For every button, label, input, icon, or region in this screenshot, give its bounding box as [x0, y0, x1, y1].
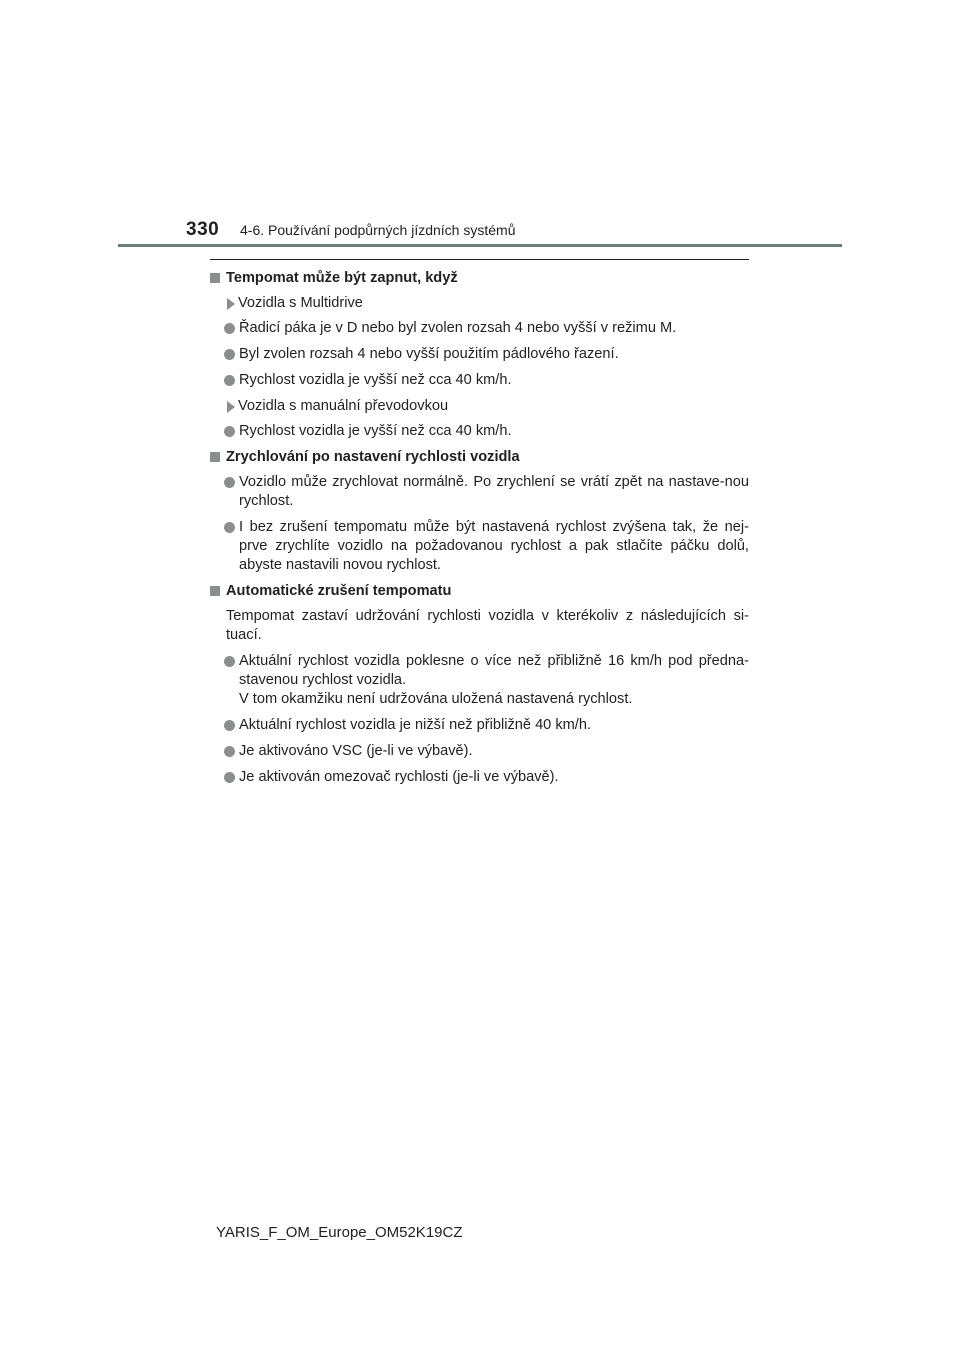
list-item-text: Aktuální rychlost vozidla poklesne o více než přibližně 16 km/h pod předna-stavenou rychlost vozidla.	[239, 653, 749, 688]
circle-bullet-icon	[224, 375, 235, 386]
list-item-text: Aktuální rychlost vozidla je nižší než přibližně 40 km/h.	[239, 717, 592, 733]
circle-bullet-icon	[224, 522, 235, 533]
sub-heading-text: Vozidla s Multidrive	[238, 295, 363, 311]
square-bullet-icon	[210, 273, 220, 283]
section-divider	[210, 259, 749, 260]
square-bullet-icon	[210, 586, 220, 596]
circle-bullet-icon	[224, 720, 235, 731]
heading-text: Zrychlování po nastavení rychlosti vozidla	[226, 449, 520, 465]
document-code: YARIS_F_OM_Europe_OM52K19CZ	[216, 1224, 463, 1241]
circle-bullet-icon	[224, 746, 235, 757]
list-item	[210, 652, 749, 709]
list-item	[210, 345, 749, 364]
list-item	[210, 742, 749, 761]
square-bullet-icon	[210, 452, 220, 462]
list-item-text: Rychlost vozidla je vyšší než cca 40 km/h.	[239, 372, 512, 388]
list-item-text: Byl zvolen rozsah 4 nebo vyšší použitím pádlového řazení.	[239, 346, 619, 362]
circle-bullet-icon	[224, 656, 235, 667]
list-item	[210, 768, 749, 787]
section-heading-auto-cancel	[210, 582, 749, 601]
list-item-text: Je aktivováno VSC (je-li ve výbavě).	[239, 743, 473, 759]
list-item-text: I bez zrušení tempomatu může být nastavená rychlost zvýšena tak, že nej-prve zrychlíte vozidlo na požadovanou rychlost a pak stlačíte páčku dolů, abyste nastavili novou rychlost.	[239, 519, 749, 573]
list-item-text: Vozidlo může zrychlovat normálně. Po zrychlení se vrátí zpět na nastave-nou rychlost.	[239, 474, 749, 509]
section-heading-cruise-enable	[210, 269, 749, 288]
heading-text: Tempomat může být zapnut, když	[226, 270, 458, 286]
sub-heading-text: Vozidla s manuální převodovkou	[238, 398, 449, 414]
list-item	[210, 319, 749, 338]
heading-text: Automatické zrušení tempomatu	[226, 583, 452, 599]
sub-heading-manual	[210, 397, 749, 416]
list-item	[210, 473, 749, 511]
list-item	[210, 422, 749, 441]
list-item-text: Je aktivován omezovač rychlosti (je-li ve výbavě).	[239, 769, 559, 785]
page-content	[210, 269, 749, 794]
page-header	[0, 0, 960, 250]
list-item-text: Řadicí páka je v D nebo byl zvolen rozsah 4 nebo vyšší v režimu M.	[239, 320, 677, 336]
circle-bullet-icon	[224, 349, 235, 360]
list-item	[210, 716, 749, 735]
circle-bullet-icon	[224, 477, 235, 488]
chapter-title: 4-6. Používání podpůrných jízdních systémů	[240, 222, 516, 238]
sub-heading-multidrive	[210, 294, 749, 313]
page-number: 330	[186, 219, 220, 240]
triangle-bullet-icon	[227, 298, 235, 310]
circle-bullet-icon	[224, 426, 235, 437]
section-heading-acceleration	[210, 448, 749, 467]
header-divider	[118, 244, 842, 247]
list-item	[210, 518, 749, 575]
section-intro: Tempomat zastaví udržování rychlosti vozidla v kterékoliv z následujících si-tuací.	[226, 608, 749, 643]
list-item	[210, 371, 749, 390]
circle-bullet-icon	[224, 772, 235, 783]
triangle-bullet-icon	[227, 401, 235, 413]
list-item-text: Rychlost vozidla je vyšší než cca 40 km/h.	[239, 423, 512, 439]
list-item-note: V tom okamžiku není udržována uložená nastavená rychlost.	[239, 691, 633, 707]
circle-bullet-icon	[224, 323, 235, 334]
